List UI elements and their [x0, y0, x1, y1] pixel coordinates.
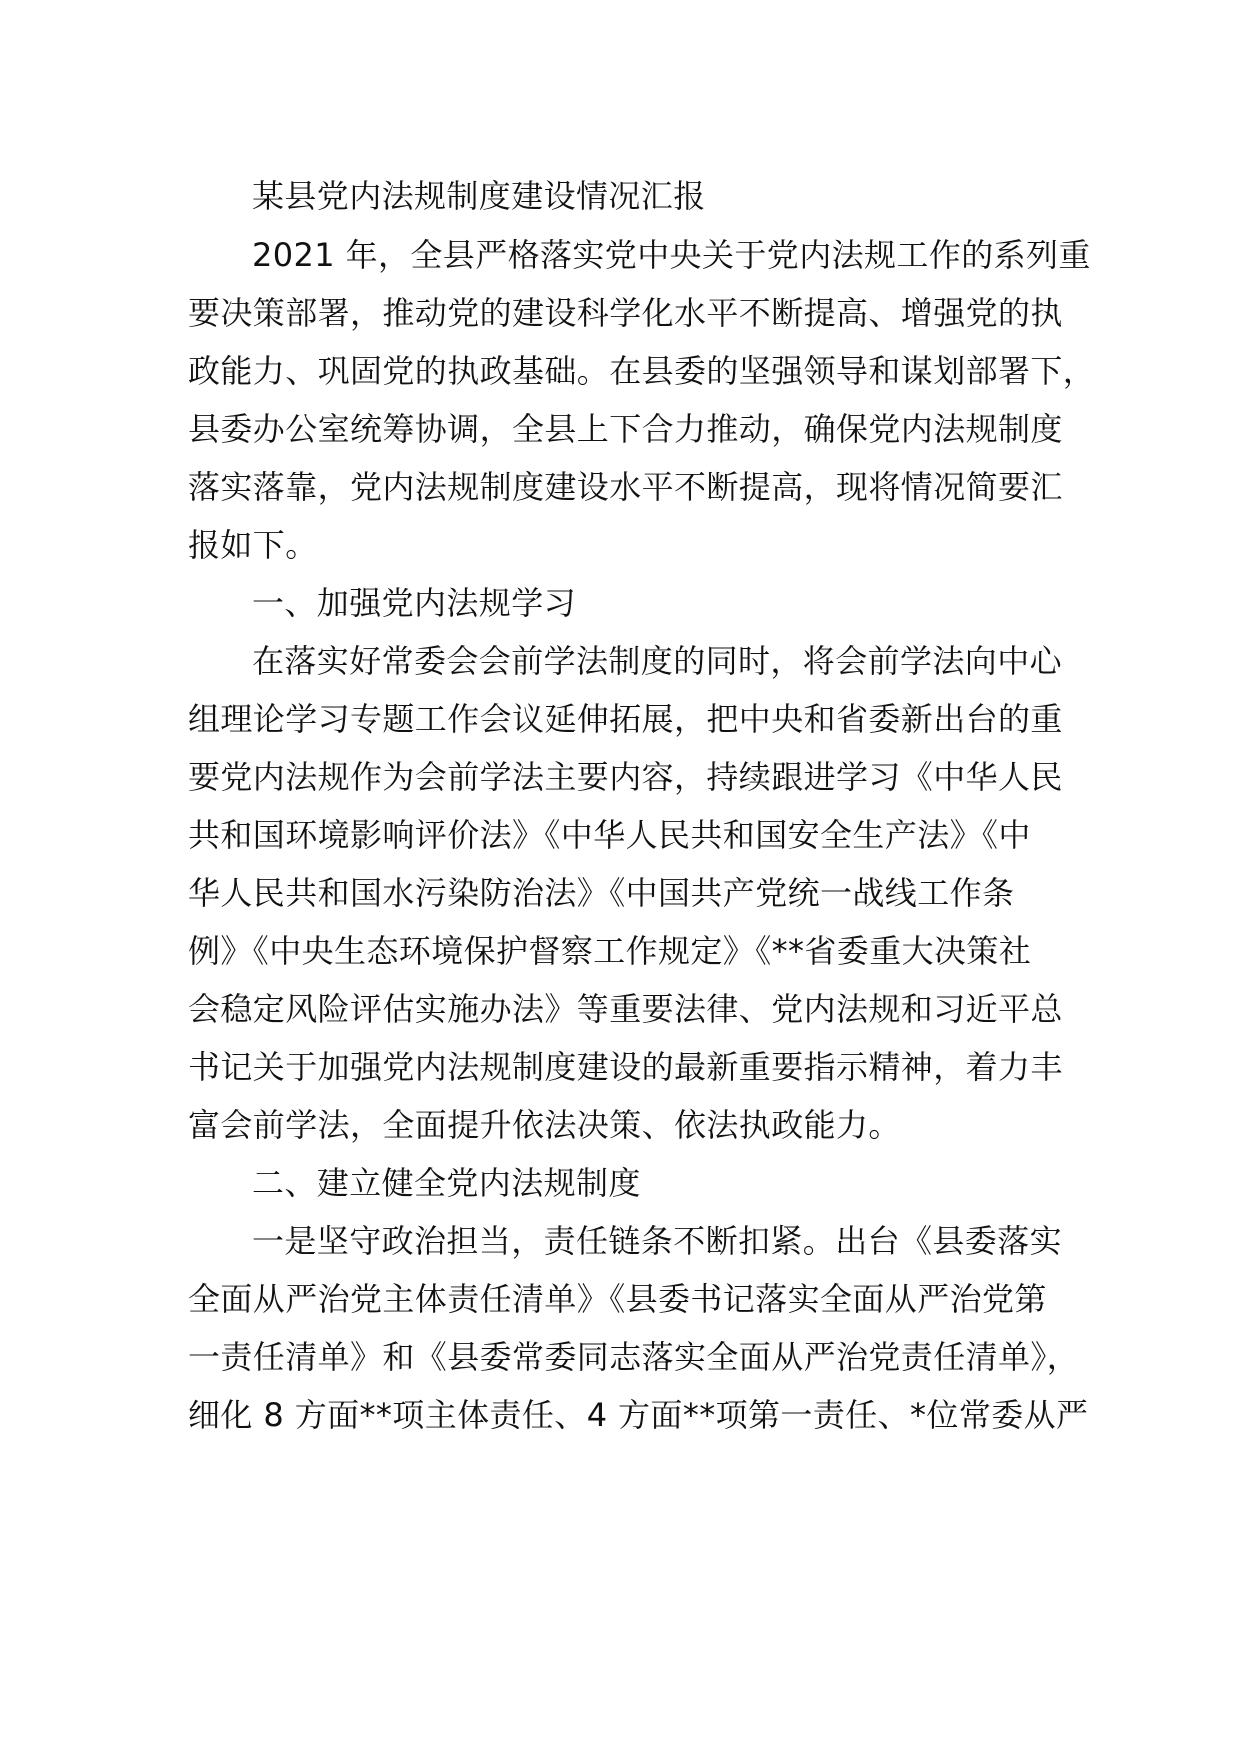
paragraph-line: 会稳定风险评估实施办法》等重要法律、党内法规和习近平总	[188, 990, 1063, 1028]
paragraph-line: 细化 8 方面**项主体责任、4 方面**项第一责任、*位常委从严	[188, 1396, 1089, 1434]
paragraph-line: 华人民共和国水污染防治法》《中国共产党统一战线工作条	[188, 874, 1015, 912]
paragraph-line: 共和国环境影响评价法》《中华人民共和国安全生产法》《中	[188, 816, 1031, 854]
paragraph-line: 2021 年，全县严格落实党中央关于党内法规工作的系列重	[252, 236, 1091, 274]
paragraph-line: 在落实好常委会会前学法制度的同时，将会前学法向中心	[252, 642, 1063, 680]
paragraph-line: 书记关于加强党内法规制度建设的最新重要指示精神，着力丰	[188, 1048, 1063, 1086]
paragraph-line: 例》《中央生态环境保护督察工作规定》《**省委重大决策社	[188, 932, 1032, 970]
document-title: 某县党内法规制度建设情况汇报	[252, 177, 706, 215]
paragraph-line: 组理论学习专题工作会议延伸拓展，把中央和省委新出台的重	[188, 700, 1063, 738]
paragraph-line: 富会前学法，全面提升依法决策、依法执政能力。	[188, 1106, 901, 1144]
paragraph-line: 县委办公室统筹协调，全县上下合力推动，确保党内法规制度	[188, 410, 1063, 448]
paragraph-line: 落实落靠，党内法规制度建设水平不断提高，现将情况简要汇	[188, 468, 1063, 506]
paragraph-line: 全面从严治党主体责任清单》《县委书记落实全面从严治党第	[188, 1280, 1047, 1318]
section-heading: 二、建立健全党内法规制度	[252, 1164, 641, 1202]
paragraph-line: 报如下。	[188, 526, 318, 564]
section-heading: 一、加强党内法规学习	[252, 584, 577, 622]
paragraph-line: 一是坚守政治担当，责任链条不断扣紧。出台《县委落实	[252, 1222, 1063, 1260]
paragraph-line: 要党内法规作为会前学法主要内容，持续跟进学习《中华人民	[188, 758, 1063, 796]
paragraph-line: 一责任清单》和《县委常委同志落实全面从严治党责任清单》，	[188, 1338, 1080, 1376]
paragraph-line: 政能力、巩固党的执政基础。在县委的坚强领导和谋划部署下，	[188, 352, 1096, 390]
paragraph-line: 要决策部署，推动党的建设科学化水平不断提高、增强党的执	[188, 294, 1063, 332]
